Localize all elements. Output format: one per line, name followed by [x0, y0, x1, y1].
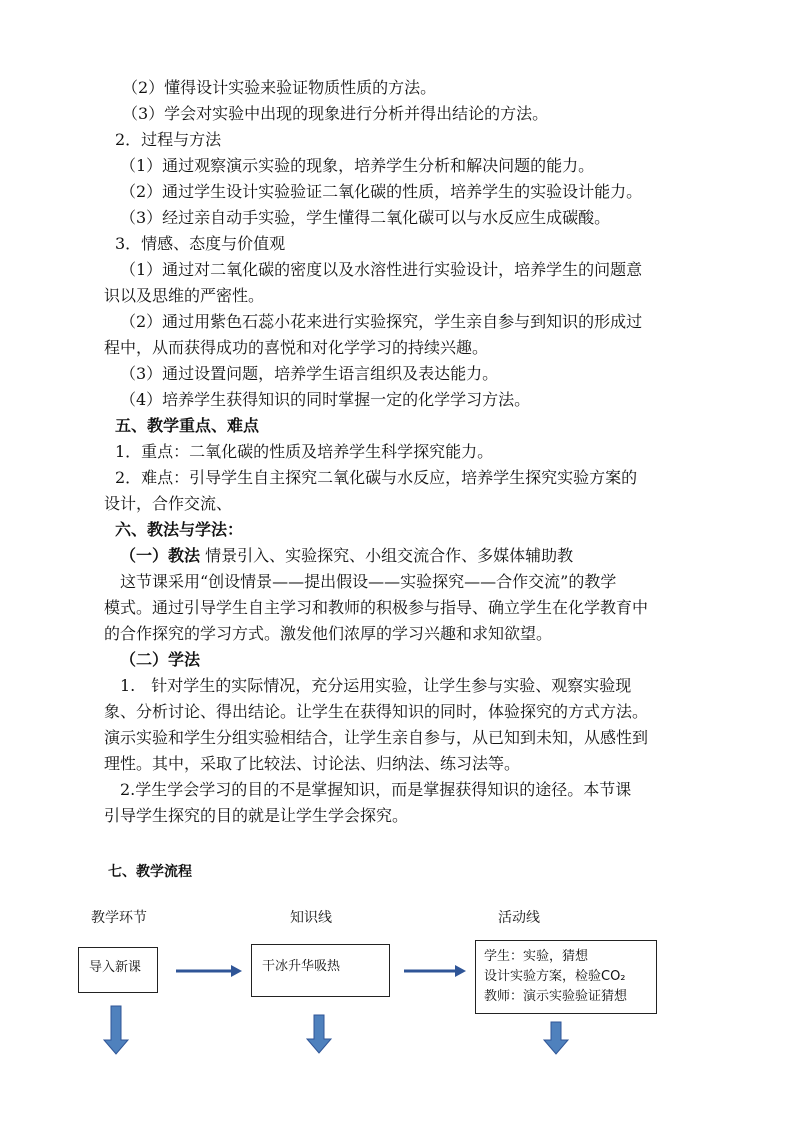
emotion-item-1-line-1: （1）通过对二氧化碳的密度以及水溶性进行实验设计，培养学生的问题意: [120, 260, 643, 279]
emotion-item-2-line-1: （2）通过用紫色石蕊小花来进行实验探究，学生亲自参与到知识的形成过: [120, 312, 643, 331]
key-point: 1．重点：二氧化碳的性质及培养学生科学探究能力。: [115, 442, 494, 461]
learning-para1-line-1: 1. 针对学生的实际情况，充分运用实验，让学生参与实验、观察实验现: [120, 676, 632, 695]
down-arrow-icon: [104, 1006, 128, 1054]
difficulty-line-1: 2．难点：引导学生自主探究二氧化碳与水反应，培养学生探究实验方案的: [115, 468, 638, 487]
right-arrow-icon: [404, 965, 466, 977]
process-item-2: （2）通过学生设计实验验证二氧化碳的性质，培养学生的实验设计能力。: [120, 182, 643, 201]
emotion-item-3: （3）通过设置问题，培养学生语言组织及表达能力。: [120, 364, 499, 383]
flow-box-activity-line-3: 教师：演示实验验证猜想: [484, 989, 628, 1004]
flow-box-activity-line-1: 学生：实验，猜想: [484, 949, 589, 964]
emotion-item-4: （4）培养学生获得知识的同时掌握一定的化学学习方法。: [120, 390, 531, 409]
teaching-para-line-1: 这节课采用“创设情景——提出假设——实验探究——合作交流”的教学: [120, 572, 617, 591]
knowledge-item-3: （3）学会对实验中出现的现象进行分析并得出结论的方法。: [122, 104, 549, 123]
difficulty-line-2: 设计，合作交流、: [104, 494, 233, 513]
emotion-item-2-line-2: 程中，从而获得成功的喜悦和对化学学习的持续兴趣。: [104, 338, 489, 357]
emotion-heading: 3．情感、态度与价值观: [115, 234, 286, 253]
down-arrow-icon: [307, 1015, 331, 1053]
right-arrow-icon: [176, 965, 242, 977]
section5-heading: 五、教学重点、难点: [115, 416, 260, 435]
learning-para2-line-2: 引导学生探究的目的就是让学生学会探究。: [104, 806, 409, 825]
learning-para1-line-4: 理性。其中，采取了比较法、讨论法、归纳法、练习法等。: [104, 754, 521, 773]
emotion-item-1-line-2: 识以及思维的严密性。: [104, 286, 265, 305]
flow-box-knowledge-text: 干冰升华吸热: [262, 959, 341, 974]
process-heading: 2．过程与方法: [115, 130, 222, 149]
section6-heading: 六、教法与学法：: [115, 520, 244, 539]
column-header-activity: 活动线: [498, 910, 540, 926]
learning-para1-line-3: 演示实验和学生分组实验相结合，让学生亲自参与，从已知到未知，从感性到: [104, 728, 649, 747]
column-header-stage: 教学环节: [91, 910, 147, 926]
teaching-para-line-2: 模式。通过引导学生自主学习和教师的积极参与指导、确立学生在化学教育中: [104, 598, 649, 617]
section7-heading: 七、教学流程: [108, 864, 192, 880]
process-item-3: （3）经过亲自动手实验，学生懂得二氧化碳可以与水反应生成碳酸。: [120, 208, 611, 227]
flow-box-activity-line-2: 设计实验方案，检验CO₂: [484, 969, 626, 984]
teaching-method-label: （一）教法: [120, 546, 201, 565]
down-arrow-icon: [544, 1022, 568, 1054]
process-item-1: （1）通过观察演示实验的现象，培养学生分析和解决问题的能力。: [120, 156, 595, 175]
learning-method-label: （二）学法: [120, 650, 201, 669]
flow-box-stage-text: 导入新课: [89, 960, 142, 975]
teaching-para-line-3: 的合作探究的学习方式。激发他们浓厚的学习兴趣和求知欲望。: [104, 624, 553, 643]
teaching-method-text: 情景引入、实验探究、小组交流合作、多媒体辅助教: [200, 546, 574, 565]
knowledge-item-2: （2）懂得设计实验来验证物质性质的方法。: [122, 78, 437, 97]
learning-para2-line-1: 2.学生学会学习的目的不是掌握知识，而是掌握获得知识的途径。本节课: [120, 780, 632, 799]
learning-para1-line-2: 象、分析讨论、得出结论。让学生在获得知识的同时，体验探究的方式方法。: [104, 702, 649, 721]
column-header-knowledge: 知识线: [290, 910, 332, 926]
